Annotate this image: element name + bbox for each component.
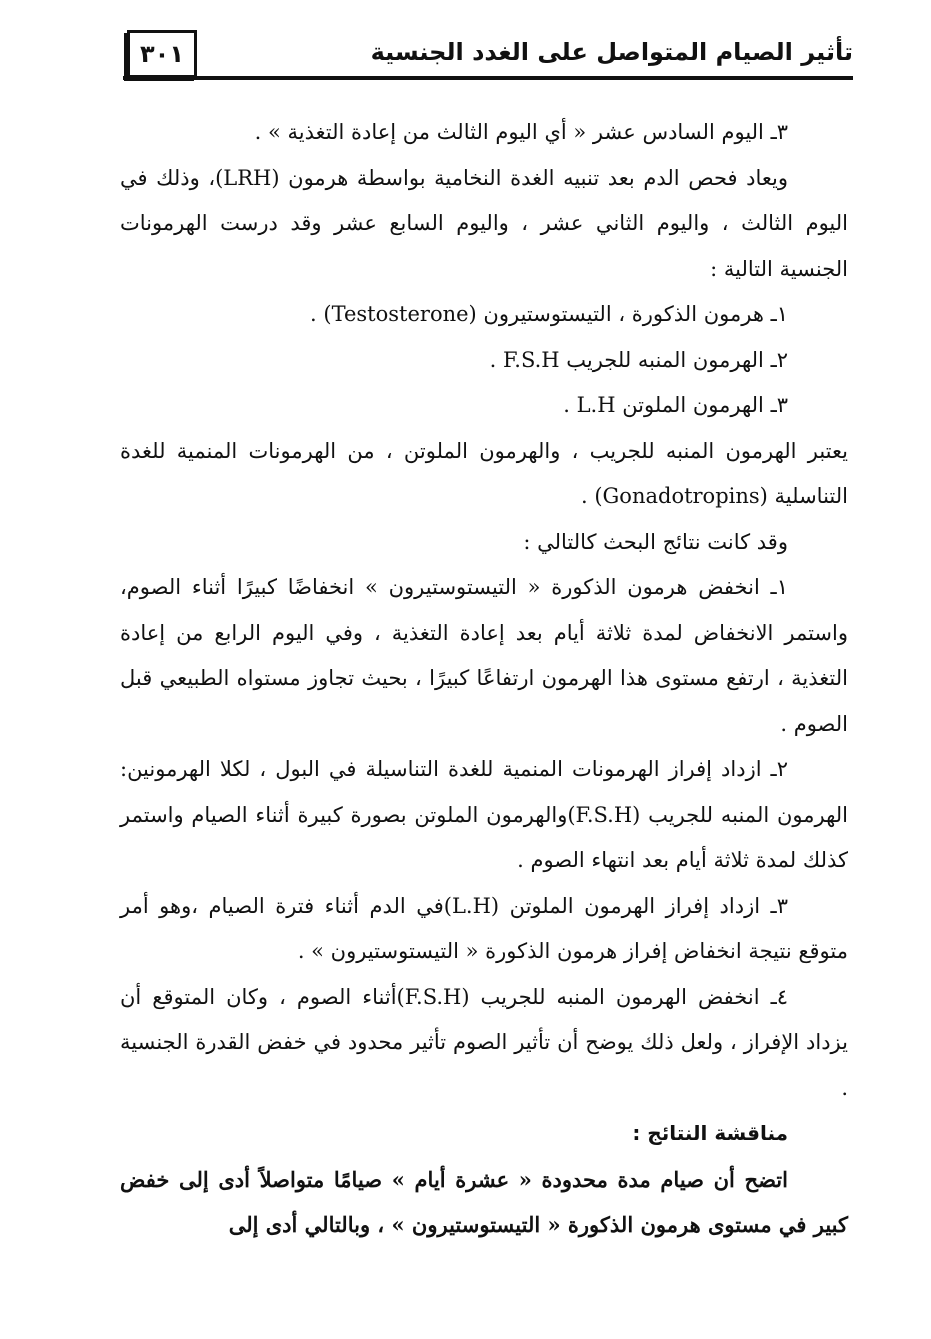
- paragraph-item-3: ٣ـ اليوم السادس عشر « أي اليوم الثالث من إعادة التغذية » .: [254, 120, 788, 144]
- paragraph-results-intro: وقد كانت نتائج البحث كالتالي :: [523, 529, 788, 554]
- result-item-1: ١ـ انخفض هرمون الذكورة « التيستوستيرون » انخفاضًا كبيرًا أثناء الصوم، واستمر الانخفاض لمدة ثلاثة أيام بعد إعادة التغذية ، وفي اليوم الرابع من إعادة التغذية ، ارتفع مستوى هذا الهرمون ارتفاعًا كبيرًا ، بحيث تجاوز مستواه الطبيعي قبل الصوم .: [120, 575, 848, 736]
- paragraph-blood-test: ويعاد فحص الدم بعد تنبيه الغدة النخامية بواسطة هرمون (LRH)، وذلك في اليوم الثالث ، واليوم الثاني عشر ، واليوم السابع عشر وقد درست الهرمونات الجنسية التالية :: [120, 165, 848, 281]
- list-item-lh: ٣ـ الهرمون الملوتن L.H .: [563, 393, 788, 417]
- result-item-2: ٢ـ ازداد إفراز الهرمونات المنمية للغدة التناسيلة في البول ، لكلا الهرمونين: الهرمون المنبه للجريب (F.S.H)والهرمون الملوتن بصورة كبيرة أثناء الصيام واستمر كذلك لمدة ثلاثة أيام بعد انتهاء الصوم .: [120, 757, 848, 872]
- page-header: [123, 30, 853, 82]
- list-item-testosterone: ١ـ هرمون الذكورة ، التيستوستيرون (Testosterone) .: [310, 302, 788, 326]
- paragraph-gonadotropins: يعتبر الهرمون المنبه للجريب ، والهرمون الملوتن ، من الهرمونات المنمية للغدة التناسلية (Gonadotropins) .: [120, 438, 848, 508]
- list-item-fsh: ٢ـ الهرمون المنبه للجريب F.S.H .: [489, 347, 788, 372]
- page-number: ٣٠١: [127, 30, 197, 78]
- result-item-3: ٣ـ ازداد إفراز الهرمون الملوتن (L.H)في الدم أثناء فترة الصيام ،وهو أمر متوقع نتيجة انخفاض إفراز هرمون الذكورة « التيستوستيرون » .: [120, 893, 848, 963]
- body-text: [120, 110, 848, 1248]
- header-rule: [123, 76, 853, 80]
- result-item-4: ٤ـ انخفض الهرمون المنبه للجريب (F.S.H)أثناء الصوم ، وكان المتوقع أن يزداد الإفراز ، ولعل ذلك يوضح أن تأثير الصوم تأثير محدود في خفض القدرة الجنسية .: [120, 984, 848, 1100]
- paragraph-discussion: اتضح أن صيام مدة محدودة « عشرة أيام » صيامًا متواصلاً أدى إلى خفض كبير في مستوى هرمون الذكورة « التيستوستيرون » ، وبالتالي أدى إلى: [120, 1166, 848, 1237]
- section-heading-discussion: مناقشة النتائج :: [632, 1121, 788, 1145]
- running-title: تأثير الصيام المتواصل على الغدد الجنسية: [370, 38, 853, 66]
